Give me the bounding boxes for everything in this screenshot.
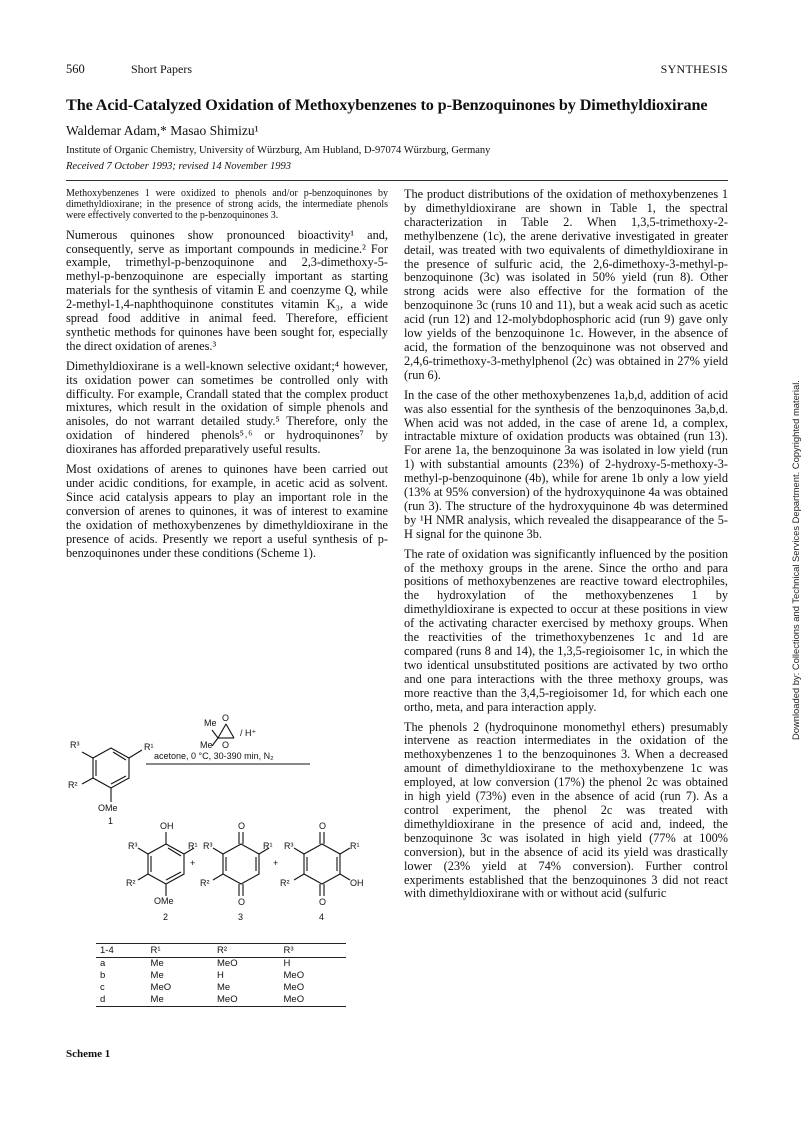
label-o: O	[238, 897, 246, 907]
table-row	[96, 970, 346, 982]
paragraph: Numerous quinones show pronounced bioactivity¹ and, consequently, serve as important compounds in medicine.² For example, trimethyl-p-benzoquinone and 2,3-dimethoxy-5-methyl-p-benzoquinone are especially important as starting materials for the synthesis of vitamin E and coenzyme Q, while 2-methyl-1,4-naphthoquinone constitutes vitamin K₃, a wide spread food additive in animal feed. Therefore, efficient synthetic methods for quinones have been sought for, especially the direct oxidation of arenes.³	[66, 227, 388, 353]
table-cell: MeO	[213, 994, 279, 1007]
table-cell: c	[100, 982, 105, 993]
label-r3: R³	[203, 841, 213, 851]
table-cell: H	[217, 970, 224, 981]
label-ome: OMe	[154, 896, 174, 906]
label-ome: OMe	[98, 803, 118, 813]
section-name: Short Papers	[131, 62, 192, 76]
paragraph: In the case of the other methoxybenzenes 1a,b,d, addition of acid was also essential for the synthesis of the benzoquinones 3a,b,d. When acid was not added, in the case of arene 1d, a complex, intractable mixture of oxidation products was obtained (run 13). For arene 1a, the benzoquinone 3a was isolated in low yield (run 1) with substantial amounts (23%) of 2-hydroxy-5-methoxy-3-methyl-p-benzoquinone (4b), while for arene 1b only a low yield (13% at 95% conversion) of the hydroxyquinone 4a was obtained (run 3). The structure of the hydroxyquinone 4b was determined by ¹H NMR analysis, which revealed the disappearance of the 5-H signal for the quinone 3b.	[404, 387, 728, 541]
table-cell: a	[100, 958, 106, 969]
label-r1: R¹	[144, 742, 154, 752]
left-column	[66, 188, 388, 560]
table-cell: d	[96, 994, 147, 1007]
table-cell: b	[100, 970, 106, 981]
table-cell: MeO	[217, 958, 238, 969]
label-r1: R¹	[263, 841, 273, 851]
table-cell: H	[283, 958, 291, 969]
compound-1-label: 1	[108, 816, 114, 826]
label-o: O	[238, 821, 246, 831]
table-row	[96, 958, 346, 971]
running-header	[66, 62, 728, 80]
paragraph: The rate of oxidation was significantly influenced by the position of the methoxy groups in the arene. Since the ortho and para positions of methoxybenzenes are reactive toward electrophiles, the hydroxylation of the methoxybenzenes 1 by dimethyldioxirane is expected to occur at these positions in view of the activating character exercised by methoxy groups. When the reactivities of the trimethoxybenzenes 1c and 1d are compared (runs 8 and 14), the 1,3,5-regioisomer 1c, in which the two identical unsubstituted positions are activated by two ortho and one para interactions with the three methoxy groups, was more reactive than the 3,4,5-regioisomer 1d, for which each one ortho, meta, and para interaction apply.	[404, 546, 728, 714]
label-oh: OH	[350, 878, 364, 888]
label-o: O	[319, 897, 327, 907]
paragraph: Most oxidations of arenes to quinones have been carried out under acidic conditions, for example, in acetic acid as solvent. Since acid catalysis appears to play an important role in the conversion of arenes to quinones, it was of interest to examine the oxidation of methoxybenzenes by dimethyldioxirane in the presence of acids. Presently we report a useful synthesis of p-benzoquinones under these conditions (Scheme 1).	[66, 462, 388, 560]
table-cell: Me	[217, 982, 231, 993]
author-affiliation: Institute of Organic Chemistry, University of Würzburg, Am Hubland, D-97074 Würzburg, Germany	[66, 145, 491, 156]
label-r1: R¹	[350, 841, 360, 851]
reagent-acid: / H⁺	[240, 728, 257, 738]
article-authors: Waldemar Adam,* Masao Shimizu¹	[66, 123, 259, 138]
plus-sign: +	[273, 858, 279, 868]
page-number: 560	[66, 62, 85, 76]
benzene-ring	[148, 844, 184, 884]
paragraph: Dimethyldioxirane is a well-known selective oxidant;⁴ however, its oxidation power can sometimes be controlled only with difficulty. For example, Crandall stated that the complex product mixtures, which result in the oxidation of simple phenols and anisoles, do not warrant detailed study.⁵ Therefore, only the oxidation of hindered phenols⁵˒⁶ or hydroquinones⁷ by dioxiranes has afforded preparatively useful results.	[66, 358, 388, 457]
compound-2-label: 2	[163, 912, 169, 922]
download-note: Downloaded by: Collections and Technical Services Department. Copyrighted material.	[790, 380, 801, 740]
label-r2: R²	[126, 878, 136, 888]
table-header: R³	[280, 944, 347, 958]
label-o-upper: O	[222, 713, 230, 723]
label-r3: R³	[70, 740, 80, 750]
table-cell: MeO	[283, 970, 305, 981]
scheme-caption: Scheme 1	[66, 1048, 111, 1060]
table-cell: Me	[147, 994, 213, 1007]
label-o-lower: O	[222, 740, 230, 750]
right-column	[404, 188, 728, 901]
compound-3-label: 3	[238, 912, 244, 922]
label-me-upper: Me	[204, 718, 217, 728]
label-me-lower: Me	[200, 740, 213, 750]
label-r2: R²	[200, 878, 210, 888]
table-row	[96, 982, 346, 994]
paragraph: The product distributions of the oxidation of methoxybenzenes 1 by dimethyldioxirane are shown in Table 1, the spectral characterization in Table 2. When 1,3,5-trimethoxy-2-methylbenzene (1c), the arene derivative investigated in greater detail, was treated with two equivalents of dimethyldioxirane in the presence of sulfuric acid, the 2,6-dimethoxy-3-methyl-p-benzoquinone (3c) was isolated in 50% yield (run 8). Other strong acids were also effective for the formation of the benzoquinone 3c (runs 10 and 11), but a weak acid such as acetic acid (run 12) and 12-molybdophosphoric acid (run 9) gave only low yields of the benzoquinone 1c. However, in the absence of acid, the formation of the benzoquinone was not observed and 2,4,6-trimethoxy-3-methylphenol (2c) was obtained in 27% yield (run 6).	[404, 187, 728, 382]
benzene-ring	[93, 748, 129, 788]
header-rule	[66, 180, 728, 181]
label-r1: R¹	[188, 841, 198, 851]
table-cell: Me	[150, 970, 164, 981]
reaction-conditions: acetone, 0 °C, 30-390 min, N₂	[154, 751, 274, 761]
label-oh: OH	[160, 821, 174, 831]
label-r3: R³	[128, 841, 138, 851]
article-title: The Acid-Catalyzed Oxidation of Methoxybenzenes to p-Benzoquinones by Dimethyldioxirane	[66, 96, 708, 114]
table-header: R¹	[147, 944, 213, 958]
table-cell: MeO	[283, 982, 305, 993]
table-header: R²	[213, 944, 279, 958]
label-r2: R²	[68, 780, 78, 790]
label-r2: R²	[280, 878, 290, 888]
table-header: 1-4	[96, 944, 147, 958]
table-cell: MeO	[150, 982, 172, 993]
paragraph: The phenols 2 (hydroquinone monomethyl ethers) presumably intervene as reaction intermediates in the oxidation of the methoxybenzenes 1 to the benzoquinones 3. When a decreased amount of dimethyldioxirane to the methoxybenzene 1c was employed, at low conversion (17%) the phenol 2c was obtained in high yield (73%) even in the absence of acid (run 7). As a control experiment, the phenol 2c was treated with dimethyldioxirane in the presence of acid and, indeed, the benzoquinone 3c was isolated in high yield (77% at 100% conversion), but in the absence of acid its yield was drastically lower (23% yield at 74% conversion). Further control experiments established that the benzoquinones 3 did not react with dimethyldioxirane with or without acid (sulfuric	[404, 719, 728, 901]
reaction-scheme-drawing	[66, 700, 396, 950]
quinone-ring	[223, 844, 259, 884]
substituent-table	[96, 943, 346, 1007]
received-dates: Received 7 October 1993; revised 14 November 1993	[66, 161, 291, 172]
table-cell: MeO	[280, 994, 347, 1007]
compound-4-label: 4	[319, 912, 325, 922]
plus-sign: +	[190, 858, 196, 868]
label-o: O	[319, 821, 327, 831]
download-watermark	[776, 300, 801, 740]
quinone-ring	[304, 844, 340, 884]
scheme-1	[66, 700, 396, 1070]
label-r3: R³	[284, 841, 294, 851]
table-cell: Me	[150, 958, 164, 969]
table-row	[96, 994, 346, 1007]
abstract: Methoxybenzenes 1 were oxidized to phenols and/or p-benzoquinones by dimethyldioxirane; in the presence of strong acids, the intermediate phenols were effectively converted to the p-benzoquinones 3.	[66, 188, 388, 222]
journal-name: SYNTHESIS	[660, 62, 728, 76]
